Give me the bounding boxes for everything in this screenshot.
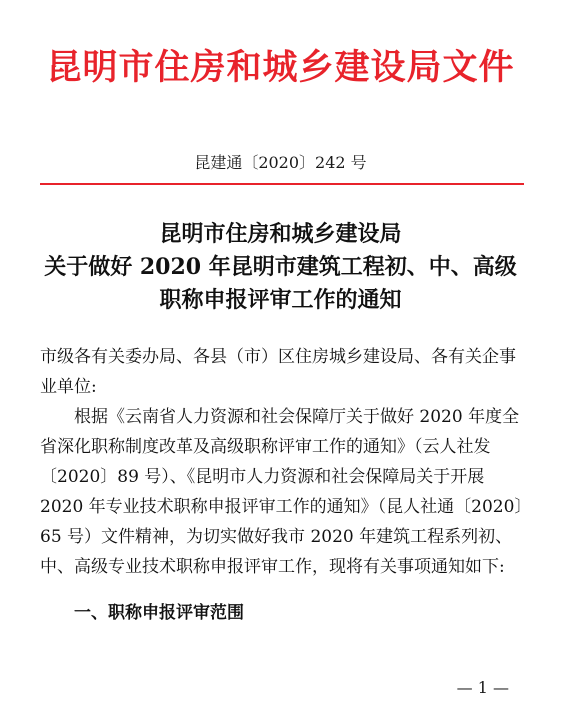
document-body [40,342,524,582]
subject-line-3: 职称申报评审工作的通知 [159,287,402,313]
section-heading-1: 一、职称申报评审范围 [74,603,244,623]
red-divider-line [40,183,524,185]
document-number: 昆建通〔2020〕242 号 [194,153,367,172]
subject-line-2: 关于做好 2020 年昆明市建筑工程初、中、高级 [44,254,517,280]
document-subject [0,218,561,317]
subject-line-1: 昆明市住房和城乡建设局 [159,221,402,247]
page-number: — 1 — [456,678,509,697]
issuer-header-title: 昆明市住房和城乡建设局文件 [46,47,515,88]
body-paragraph-1: 根据《云南省人力资源和社会保障厅关于做好 2020 年度全省深化职称制度改革及高级职称评审工作的通知》（云人社发〔2020〕89 号）、《昆明市人力资源和社会保障局关于开展 2020 年专业技术职称申报评审工作的通知》（昆人社通〔2020〕65 号）文件精神，为切实做好我市 2020 年建筑工程系列初、中、高级专业技术职称申报评审工作，现将有关事项通知如下: [40,407,523,577]
recipients-line: 市级各有关委办局、各县（市）区住房城乡建设局、各有关企事业单位: [40,347,516,397]
